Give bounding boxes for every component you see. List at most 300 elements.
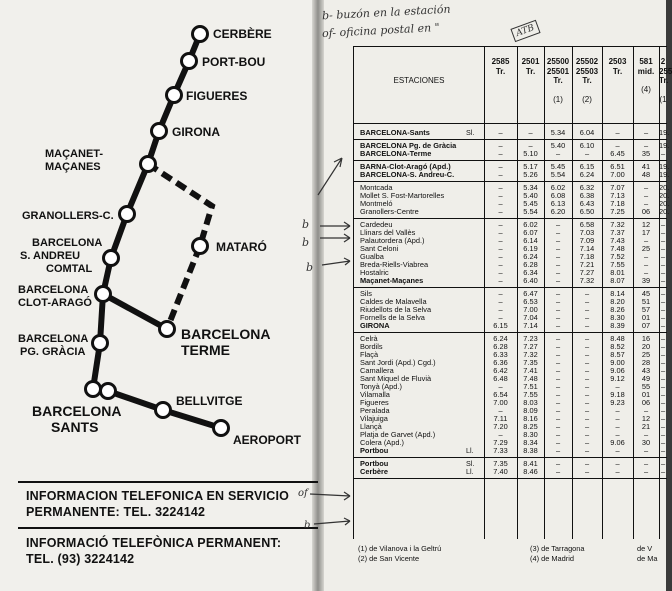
- time-cell: 6.04: [579, 128, 595, 137]
- time-cell: 16: [641, 334, 651, 343]
- time-cell: –: [643, 268, 649, 277]
- time-cell: 01: [641, 313, 651, 322]
- time-cell: –: [660, 358, 666, 367]
- station-name: Palautordera (Apd.): [360, 236, 425, 245]
- time-cell: –: [643, 430, 649, 439]
- header-train-number: 25500 25501: [546, 57, 570, 76]
- footnote-6: de Ma: [637, 554, 658, 563]
- time-cell: 20.: [659, 191, 670, 200]
- time-cell: –: [660, 422, 666, 431]
- time-cell: 7.03: [579, 228, 595, 237]
- station-name: Mollet S. Fost-Martorelles: [360, 191, 445, 200]
- station-name: Figueres: [360, 398, 389, 407]
- time-cell: –: [615, 459, 620, 468]
- time-cell: 8.30: [523, 430, 538, 439]
- header-train-note: (1: [659, 94, 667, 104]
- time-cell: –: [555, 252, 561, 261]
- time-cell: 8.26: [610, 305, 625, 314]
- time-cell: –: [660, 321, 666, 330]
- time-cell: –: [555, 459, 561, 468]
- group-rule: [354, 181, 667, 182]
- time-cell: 7.00: [523, 305, 538, 314]
- time-cell: –: [584, 374, 590, 383]
- group-rule: [354, 139, 667, 140]
- label-pggracia-1: BARCELONA: [18, 333, 89, 345]
- station-name: Flaçà: [360, 350, 379, 359]
- station-name: Llançà: [360, 422, 382, 431]
- time-cell: 20.: [659, 183, 670, 192]
- time-cell: 6.24: [579, 170, 595, 179]
- time-cell: –: [615, 422, 620, 431]
- station-dot-sandreu: [104, 251, 119, 266]
- station-name: Sils: [360, 289, 372, 298]
- timetable: [353, 46, 672, 539]
- time-cell: 01: [641, 390, 651, 399]
- time-cell: –: [555, 358, 561, 367]
- time-cell: 5.17: [523, 162, 538, 171]
- station-name: Vilajuiga: [360, 414, 388, 423]
- time-cell: 6.07: [523, 228, 538, 237]
- header-train-type: Tr.: [659, 76, 669, 85]
- time-cell: 8.07: [610, 276, 625, 285]
- time-cell: –: [615, 406, 620, 415]
- time-cell: 8.01: [610, 268, 625, 277]
- station-dot-aeroport: [214, 421, 229, 436]
- station-arr-dep: Sl.: [466, 459, 475, 468]
- time-cell: –: [615, 414, 620, 423]
- station-name: Fornells de la Selva: [360, 313, 425, 322]
- station-arr-dep: Sl.: [466, 128, 475, 137]
- station-name: Platja de Garvet (Apd.): [360, 430, 436, 439]
- time-cell: 5.10: [523, 149, 538, 158]
- label-granollers: GRANOLLERS-C.: [22, 210, 114, 222]
- station-name: Bordils: [360, 342, 383, 351]
- time-cell: 12: [641, 220, 651, 229]
- time-cell: 7.29: [493, 438, 508, 447]
- handwritten-stamp: ATB: [510, 20, 540, 42]
- time-cell: 6.43: [579, 199, 595, 208]
- time-cell: 7.32: [579, 276, 595, 285]
- time-cell: –: [643, 446, 649, 455]
- time-cell: –: [555, 467, 561, 476]
- time-cell: –: [660, 244, 666, 253]
- time-cell: –: [643, 260, 649, 269]
- time-cell: 39: [641, 276, 651, 285]
- time-cell: 7.51: [523, 382, 538, 391]
- time-cell: 7.20: [493, 422, 508, 431]
- time-cell: –: [660, 406, 666, 415]
- handwritten-mark-b-3: b: [306, 261, 314, 274]
- station-name: Sant Jordi (Apd.) Cgd.): [360, 358, 436, 367]
- time-cell: 8.46: [523, 467, 538, 476]
- station-name: Gualba: [360, 252, 384, 261]
- time-cell: 7.00: [610, 170, 625, 179]
- station-dot-bellvitge: [156, 403, 171, 418]
- group-rule: [354, 457, 667, 458]
- time-cell: –: [643, 128, 649, 137]
- time-cell: 6.51: [610, 162, 625, 171]
- time-cell: 7.23: [523, 334, 538, 343]
- label-terme-1: BARCELONA: [181, 326, 271, 342]
- station-name: Portbou: [360, 459, 389, 468]
- time-cell: –: [584, 390, 590, 399]
- time-cell: –: [555, 244, 561, 253]
- group-rule: [354, 287, 667, 288]
- time-cell: 7.14: [579, 244, 595, 253]
- time-cell: –: [584, 430, 590, 439]
- header-train-type: Tr.: [495, 66, 506, 76]
- time-cell: –: [584, 289, 590, 298]
- time-cell: 6.20: [550, 207, 566, 216]
- station-name: Sant Miquel de Fluvià: [360, 374, 432, 383]
- time-cell: –: [498, 268, 503, 277]
- header-train-number: 2 255: [659, 57, 672, 76]
- header-train-1: [484, 57, 517, 85]
- time-cell: –: [498, 313, 503, 322]
- time-cell: –: [615, 382, 620, 391]
- time-cell: –: [584, 313, 590, 322]
- station-name: BARCELONA-Sants: [360, 128, 430, 137]
- time-cell: 7.37: [610, 228, 625, 237]
- station-dot-granollers: [120, 207, 135, 222]
- time-cell: –: [660, 236, 666, 245]
- label-portbou: PORT-BOU: [202, 55, 266, 69]
- time-cell: 7.21: [579, 260, 595, 269]
- header-train-3: [544, 57, 572, 104]
- station-dot-mataro: [193, 239, 208, 254]
- header-train-2: [517, 57, 544, 85]
- time-cell: –: [660, 149, 666, 158]
- info-line-4: TEL. (93) 3224142: [26, 552, 135, 566]
- footnote-4: (4) de Madrid: [530, 554, 574, 563]
- station-dot-sants2: [101, 384, 116, 399]
- time-cell: –: [615, 430, 620, 439]
- station-name: Maçanet-Maçanes: [360, 276, 424, 285]
- rail-line-map: [0, 0, 318, 480]
- time-cell: –: [660, 414, 666, 423]
- time-cell: –: [643, 191, 649, 200]
- time-cell: –: [660, 467, 666, 476]
- handwritten-mark-b-2: b: [302, 236, 310, 249]
- time-cell: –: [643, 467, 649, 476]
- time-cell: –: [660, 260, 666, 269]
- time-cell: 20: [641, 342, 651, 351]
- time-cell: 7.13: [610, 191, 625, 200]
- time-cell: 6.24: [523, 252, 538, 261]
- station-dot-figueres: [167, 88, 182, 103]
- station-name: BARNA-Clot-Aragó (Apd.): [360, 162, 451, 171]
- header-train-type: Tr.: [525, 66, 536, 76]
- time-cell: –: [660, 382, 666, 391]
- station-name: Llinars del Vallès: [360, 228, 416, 237]
- time-cell: 8.16: [523, 414, 538, 423]
- station-name: Celrà: [360, 334, 378, 343]
- time-cell: 19.: [659, 170, 670, 179]
- info-line-2: PERMANENTE: TEL. 3224142: [26, 505, 206, 519]
- time-cell: –: [660, 252, 666, 261]
- station-name: BARCELONA-S. Andreu-C.: [360, 170, 455, 179]
- time-cell: 8.14: [610, 289, 625, 298]
- time-cell: –: [555, 260, 561, 269]
- station-name: Breda-Riells-Viabrea: [360, 260, 429, 269]
- time-cell: 5.40: [523, 191, 538, 200]
- time-cell: 7.18: [579, 252, 595, 261]
- time-cell: –: [498, 191, 503, 200]
- time-cell: 8.52: [610, 342, 625, 351]
- station-name: BARCELONA Pg. de Gràcia: [360, 141, 457, 150]
- time-cell: –: [498, 228, 503, 237]
- time-cell: –: [615, 446, 620, 455]
- time-cell: 8.03: [523, 398, 538, 407]
- time-cell: 7.27: [579, 268, 595, 277]
- header-train-6: [633, 57, 659, 95]
- time-cell: –: [660, 334, 666, 343]
- time-cell: 6.33: [493, 350, 508, 359]
- time-cell: –: [555, 422, 561, 431]
- label-sants-2: SANTS: [51, 419, 99, 435]
- time-cell: 06: [641, 207, 651, 216]
- time-cell: –: [498, 252, 503, 261]
- time-cell: –: [660, 374, 666, 383]
- label-sandreu-2: S. ANDREU: [20, 250, 81, 262]
- time-cell: –: [498, 220, 503, 229]
- time-cell: 6.32: [579, 183, 595, 192]
- time-cell: –: [555, 321, 561, 330]
- time-cell: 25: [641, 244, 651, 253]
- label-clot-1: BARCELONA: [18, 284, 89, 296]
- station-name: Cerbère: [360, 467, 388, 476]
- time-cell: –: [498, 236, 503, 245]
- time-cell: 6.48: [493, 374, 508, 383]
- time-cell: –: [498, 276, 503, 285]
- time-cell: 7.40: [493, 467, 508, 476]
- time-cell: 7.11: [493, 414, 508, 423]
- group-rule: [354, 218, 667, 219]
- time-cell: –: [555, 149, 561, 158]
- station-name: BARCELONA-Terme: [360, 149, 432, 158]
- time-cell: –: [498, 183, 503, 192]
- station-dot-girona: [152, 124, 167, 139]
- station-arr-dep: Ll.: [466, 467, 474, 476]
- time-cell: –: [660, 305, 666, 314]
- header-train-number: 25502 25503: [575, 57, 599, 76]
- label-sandreu-3: COMTAL: [46, 263, 93, 275]
- label-macanes: MAÇANES: [45, 161, 101, 173]
- time-cell: 6.15: [579, 162, 595, 171]
- time-cell: –: [555, 268, 561, 277]
- time-cell: –: [643, 199, 649, 208]
- time-cell: –: [615, 467, 620, 476]
- time-cell: 8.41: [523, 459, 538, 468]
- time-cell: 45: [641, 289, 651, 298]
- time-cell: 6.42: [493, 366, 508, 375]
- time-cell: –: [555, 446, 561, 455]
- handwritten-note-2: of- oficina postal en ": [321, 20, 441, 41]
- time-cell: –: [555, 438, 561, 447]
- time-cell: –: [660, 268, 666, 277]
- time-cell: –: [528, 128, 533, 137]
- station-name: Montcada: [360, 183, 393, 192]
- time-cell: –: [555, 398, 561, 407]
- time-cell: –: [643, 459, 649, 468]
- footnote-3: (3) de Tarragona: [530, 544, 585, 553]
- time-cell: 5.54: [550, 170, 566, 179]
- time-cell: –: [584, 467, 590, 476]
- clot-terme-route: [103, 294, 167, 329]
- label-girona: GIRONA: [172, 125, 220, 139]
- time-cell: 7.55: [610, 260, 625, 269]
- time-cell: 41: [641, 162, 651, 171]
- time-cell: –: [555, 334, 561, 343]
- handwritten-mark-of: of: [298, 488, 308, 499]
- time-cell: 5.34: [550, 128, 566, 137]
- time-cell: –: [660, 313, 666, 322]
- time-cell: 6.28: [493, 342, 508, 351]
- time-cell: –: [584, 406, 590, 415]
- time-cell: 07: [641, 321, 651, 330]
- time-cell: 6.28: [523, 260, 538, 269]
- time-cell: –: [584, 382, 590, 391]
- station-name: Vilamalla: [360, 390, 390, 399]
- time-cell: –: [555, 342, 561, 351]
- time-cell: –: [498, 297, 503, 306]
- group-rule: [354, 478, 667, 479]
- time-cell: –: [584, 305, 590, 314]
- time-cell: 6.14: [523, 236, 538, 245]
- time-cell: 7.27: [523, 342, 538, 351]
- time-cell: –: [660, 446, 666, 455]
- time-cell: 8.25: [523, 422, 538, 431]
- time-cell: 20.: [659, 199, 670, 208]
- time-cell: –: [555, 236, 561, 245]
- time-cell: 6.53: [523, 297, 538, 306]
- time-cell: –: [555, 390, 561, 399]
- station-name: Peralada: [360, 406, 390, 415]
- time-cell: –: [555, 382, 561, 391]
- time-cell: –: [584, 398, 590, 407]
- handwritten-mark-b-1: b: [302, 218, 310, 231]
- station-name: Riudellots de la Selva: [360, 305, 432, 314]
- station-dot-pggracia: [93, 336, 108, 351]
- handwritten-arrows: [300, 140, 360, 540]
- time-cell: 12: [641, 414, 651, 423]
- time-cell: –: [660, 350, 666, 359]
- time-cell: 8.30: [610, 313, 625, 322]
- label-sants-1: BARCELONA: [32, 403, 122, 419]
- time-cell: 8.20: [610, 297, 625, 306]
- time-cell: 9.18: [610, 390, 625, 399]
- time-cell: 6.47: [523, 289, 538, 298]
- label-pggracia-2: PG. GRÀCIA: [20, 346, 86, 358]
- time-cell: –: [584, 334, 590, 343]
- header-train-note: (1): [553, 94, 563, 104]
- time-cell: 5.26: [523, 170, 538, 179]
- time-cell: 7.43: [610, 236, 625, 245]
- info-divider: [18, 527, 318, 529]
- header-train-4: [572, 57, 602, 104]
- label-clot-2: CLOT-ARAGÓ: [18, 297, 92, 309]
- station-dot-sants: [86, 382, 101, 397]
- time-cell: 21: [641, 422, 651, 431]
- header-rule: [354, 123, 667, 124]
- station-name: Portbou: [360, 446, 389, 455]
- header-train-number: 2585: [491, 57, 510, 66]
- time-cell: 06: [641, 398, 651, 407]
- time-cell: 6.36: [493, 358, 508, 367]
- time-cell: –: [498, 207, 503, 216]
- header-train-note: (4): [641, 85, 651, 94]
- time-cell: –: [498, 260, 503, 269]
- arrow-up-icon: [318, 158, 342, 195]
- group-rule: [354, 160, 667, 161]
- time-cell: –: [584, 358, 590, 367]
- time-cell: –: [498, 305, 503, 314]
- time-cell: 7.33: [493, 446, 508, 455]
- time-cell: –: [660, 430, 666, 439]
- time-cell: –: [660, 289, 666, 298]
- label-macanet: MAÇANET-: [45, 148, 104, 160]
- time-cell: 6.34: [523, 268, 538, 277]
- time-cell: –: [555, 297, 561, 306]
- time-cell: 8.39: [610, 321, 625, 330]
- time-cell: 7.32: [523, 350, 538, 359]
- time-cell: –: [584, 459, 590, 468]
- station-name: Sant Celoni: [360, 244, 399, 253]
- time-cell: –: [643, 183, 649, 192]
- time-cell: 6.19: [523, 244, 538, 253]
- time-cell: –: [643, 406, 649, 415]
- time-cell: –: [584, 342, 590, 351]
- label-aeroport: AEROPORT: [233, 433, 302, 447]
- time-cell: 55: [641, 382, 651, 391]
- time-cell: 5.40: [550, 141, 566, 150]
- time-cell: –: [615, 128, 620, 137]
- time-cell: –: [660, 398, 666, 407]
- time-cell: –: [555, 366, 561, 375]
- time-cell: 9.23: [610, 398, 625, 407]
- time-cell: –: [643, 236, 649, 245]
- time-cell: –: [615, 141, 620, 150]
- time-cell: –: [584, 422, 590, 431]
- time-cell: 6.24: [493, 334, 508, 343]
- time-cell: 6.02: [523, 220, 538, 229]
- time-cell: 6.10: [579, 141, 595, 150]
- station-name: Caldes de Malavella: [360, 297, 427, 306]
- label-bellvitge: BELLVITGE: [176, 394, 243, 408]
- time-cell: 7.52: [610, 252, 625, 261]
- info-line-1: INFORMACION TELEFONICA EN SERVICIO: [26, 489, 290, 503]
- time-cell: 7.35: [523, 358, 538, 367]
- time-cell: 6.58: [579, 220, 595, 229]
- time-cell: 8.34: [523, 438, 538, 447]
- time-cell: 9.00: [610, 358, 625, 367]
- time-cell: –: [498, 430, 503, 439]
- footnote-1: (1) de Vilanova i la Geltrú: [358, 544, 442, 553]
- header-train-number: 2501: [521, 57, 540, 66]
- phone-info-box: [18, 481, 318, 579]
- station-name: Granollers-Centre: [360, 207, 419, 216]
- time-cell: 7.25: [610, 207, 625, 216]
- time-cell: –: [555, 406, 561, 415]
- label-sandreu-1: BARCELONA: [32, 237, 103, 249]
- time-cell: 5.54: [523, 207, 538, 216]
- time-cell: 20.: [659, 207, 670, 216]
- station-name: Colera (Apd.): [360, 438, 404, 447]
- time-cell: 35: [641, 149, 651, 158]
- time-cell: –: [643, 141, 649, 150]
- time-cell: 8.38: [523, 446, 538, 455]
- time-cell: 30: [641, 438, 651, 447]
